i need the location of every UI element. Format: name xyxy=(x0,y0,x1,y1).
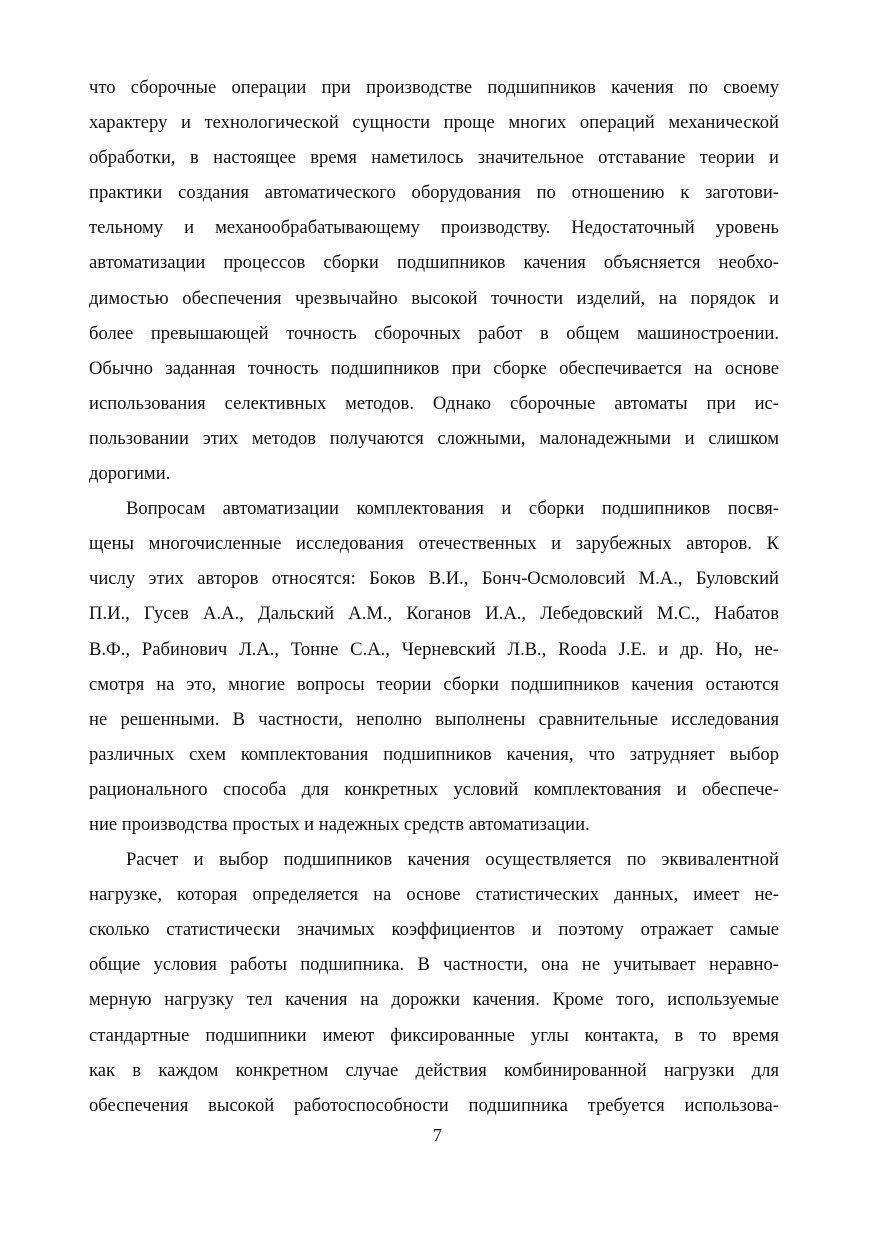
text-line: мерную нагрузку тел качения на дорожки качения. Кроме того, используемые xyxy=(89,989,779,1011)
text-line: дорогими. xyxy=(89,463,171,485)
text-line: пользовании этих методов получаются сложными, малонадежными и слишком xyxy=(89,427,779,449)
text-line: обеспечения высокой работоспособности подшипника требуется использова- xyxy=(89,1094,779,1116)
paragraph-3 xyxy=(89,842,779,1123)
text-line: щены многочисленные исследования отечественных и зарубежных авторов. К xyxy=(89,533,779,555)
text-line: ние производства простых и надежных средств автоматизации. xyxy=(89,813,590,835)
text-line: рационального способа для конкретных условий комплектования и обеспече- xyxy=(89,778,779,800)
text-line: обработки, в настоящее время наметилось значительное отставание теории и xyxy=(89,147,779,169)
text-line: различных схем комплектования подшипников качения, что затрудняет выбор xyxy=(89,743,779,765)
text-line: практики создания автоматического оборудования по отношению к заготови- xyxy=(89,182,779,204)
text-line: Расчет и выбор подшипников качения осуществляется по эквивалентной xyxy=(126,849,779,871)
text-line: числу этих авторов относятся: Боков В.И., Бонч-Осмоловсий М.А., Буловский xyxy=(89,568,779,590)
text-line: не решенными. В частности, неполно выполнены сравнительные исследования xyxy=(89,708,779,730)
text-line: более превышающей точность сборочных работ в общем машиностроении. xyxy=(89,322,779,344)
text-line: смотря на это, многие вопросы теории сборки подшипников качения остаются xyxy=(89,673,779,695)
text-line: В.Ф., Рабинович Л.А., Тонне С.А., Черневский Л.В., Rooda J.E. и др. Но, не- xyxy=(89,638,779,660)
text-line: использования селективных методов. Однако сборочные автоматы при ис- xyxy=(89,392,779,414)
text-line: как в каждом конкретном случае действия комбинированной нагрузки для xyxy=(89,1059,779,1081)
text-line: Вопросам автоматизации комплектования и сборки подшипников посвя- xyxy=(126,498,779,520)
text-line: тельному и механообрабатывающему производству. Недостаточный уровень xyxy=(89,217,779,239)
paragraph-1 xyxy=(89,70,779,491)
text-line: димостью обеспечения чрезвычайно высокой точности изделий, на порядок и xyxy=(89,287,779,309)
text-line: нагрузке, которая определяется на основе статистических данных, имеет не- xyxy=(89,884,779,906)
text-line: П.И., Гусев А.А., Дальский А.М., Коганов И.А., Лебедовский М.С., Набатов xyxy=(89,603,779,625)
text-line: что сборочные операции при производстве подшипников качения по своему xyxy=(89,77,779,98)
text-line: сколько статистически значимых коэффициентов и поэтому отражает самые xyxy=(89,919,779,941)
page-number: 7 xyxy=(433,1125,442,1145)
paragraph-2 xyxy=(89,491,779,842)
text-line: общие условия работы подшипника. В частности, она не учитывает неравно- xyxy=(89,954,779,976)
text-line: стандартные подшипники имеют фиксированные углы контакта, в то время xyxy=(89,1024,779,1046)
text-line: Обычно заданная точность подшипников при сборке обеспечивается на основе xyxy=(89,357,779,379)
body-text xyxy=(89,70,779,1123)
text-line: характеру и технологической сущности проще многих операций механической xyxy=(89,112,779,134)
text-line: автоматизации процессов сборки подшипников качения объясняется необхо- xyxy=(89,252,779,274)
